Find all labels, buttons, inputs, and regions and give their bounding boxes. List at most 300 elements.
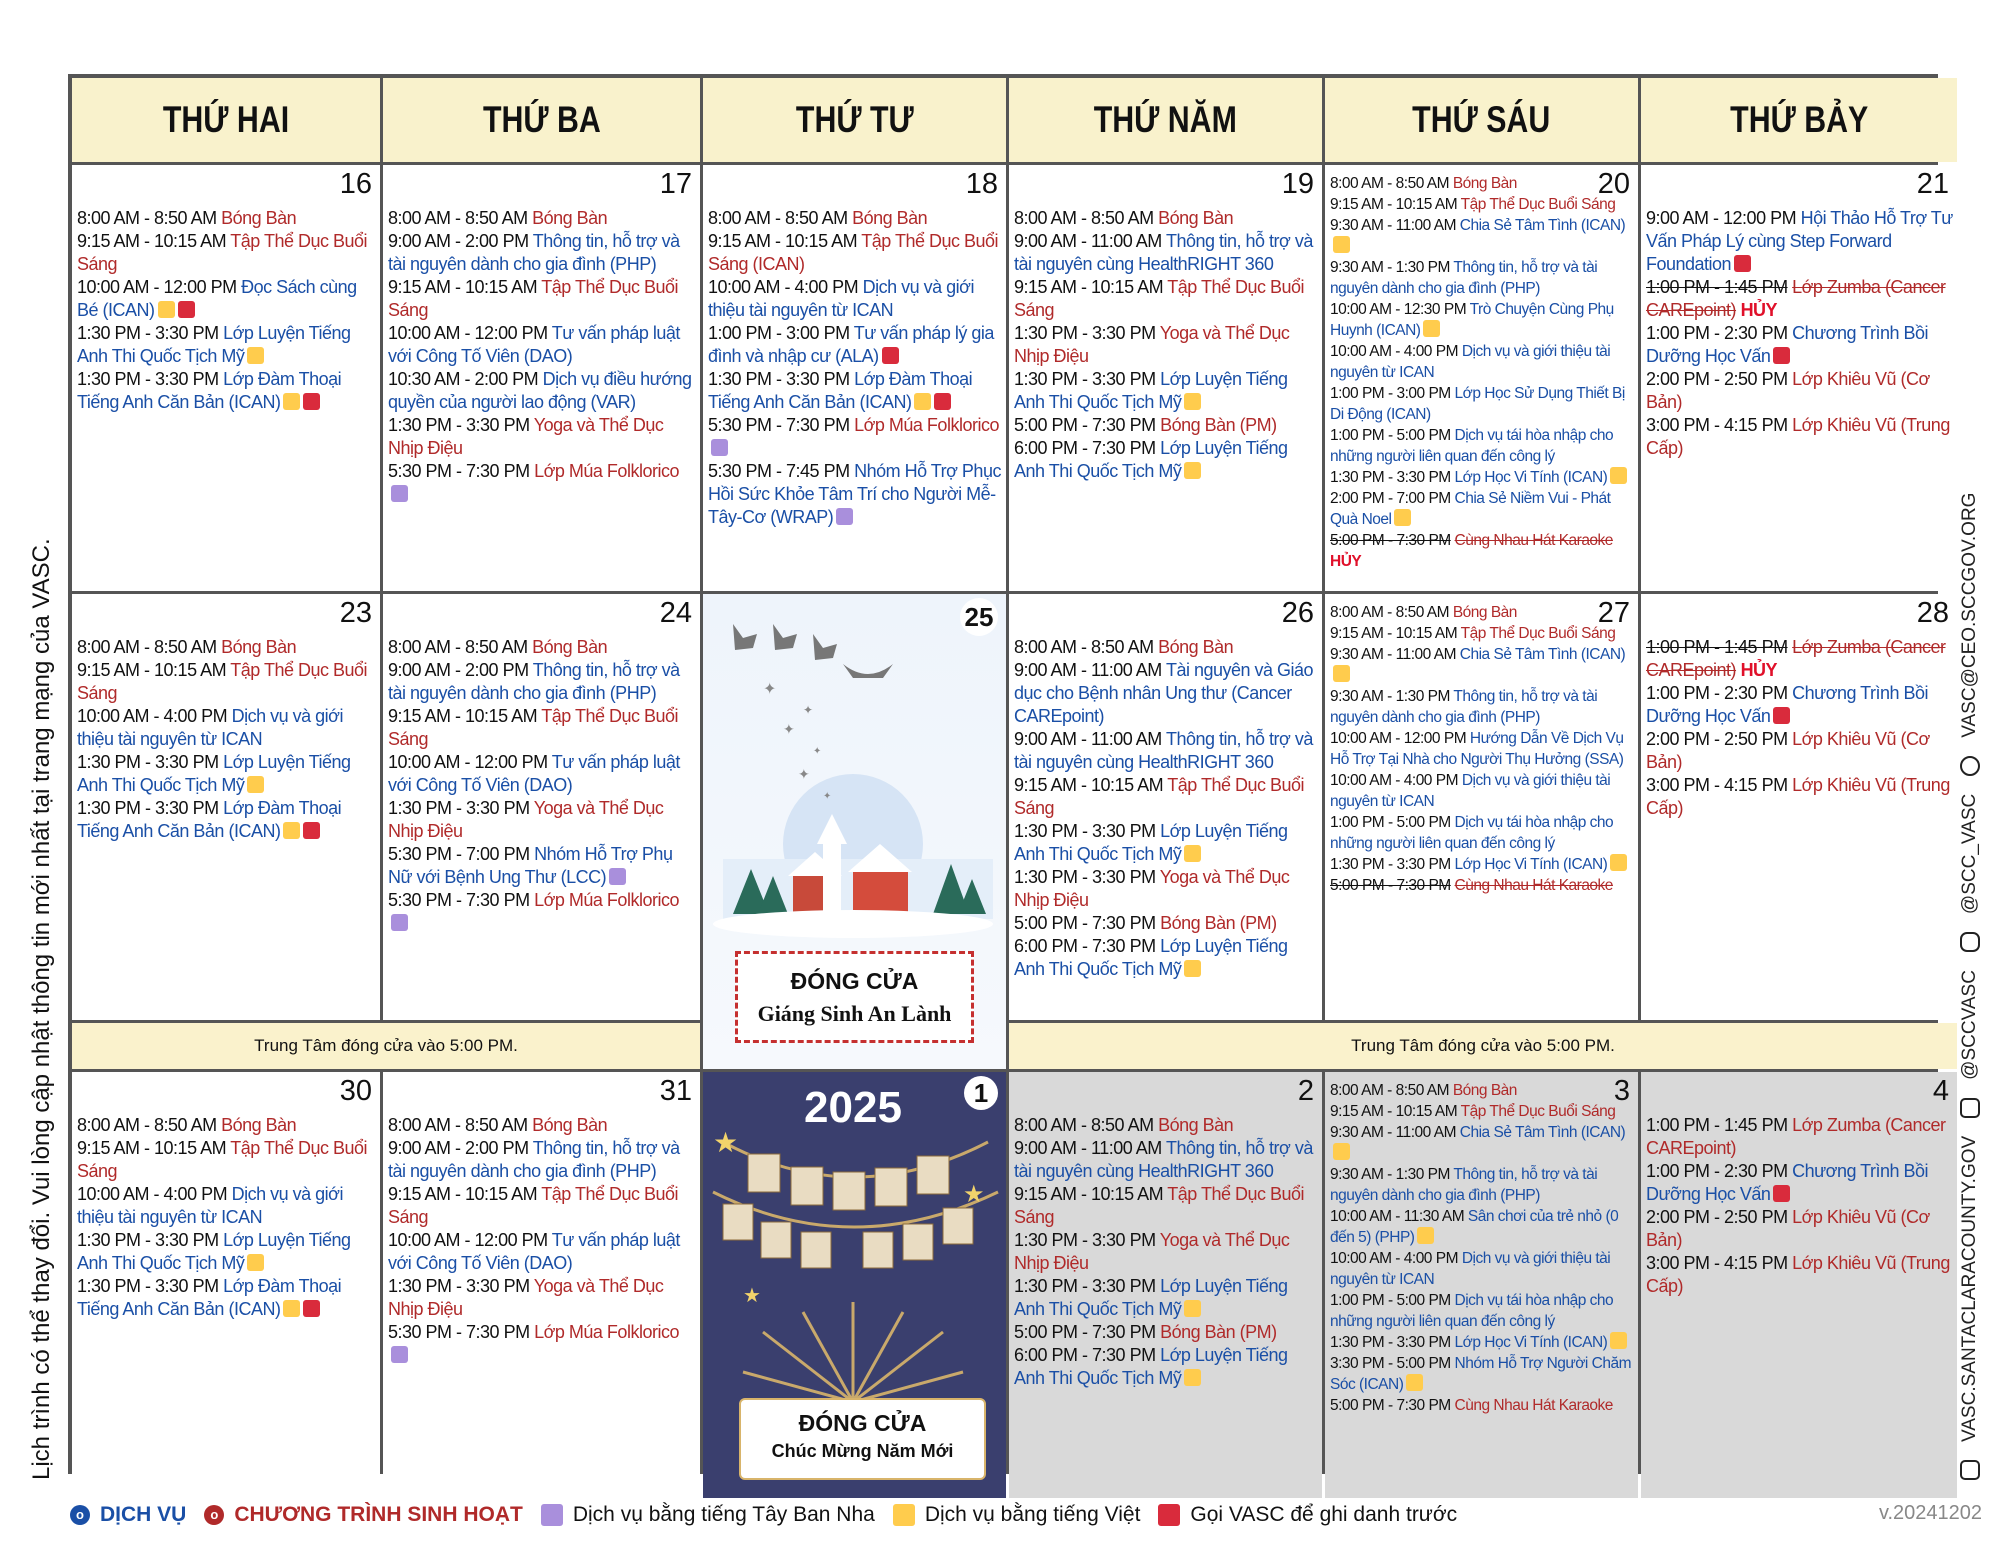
svg-text:★: ★ — [963, 1181, 985, 1208]
event-time: 9:30 AM - 1:30 PM — [1330, 259, 1450, 276]
day-number: 20 — [1597, 168, 1630, 200]
event-name: Chương Trình Bồi Dưỡng Học Vấn — [1646, 683, 1929, 726]
vietnamese-tag — [1394, 509, 1411, 526]
event-time: 9:00 AM - 11:00 AM — [1014, 231, 1162, 251]
event-item[interactable] — [77, 1229, 376, 1275]
event-name: Thông tin, hỗ trợ và tài nguyên dành cho gia đình (PHP) — [388, 1138, 680, 1181]
event-item[interactable] — [1014, 322, 1318, 368]
event-item[interactable] — [388, 368, 696, 414]
event-item[interactable] — [77, 636, 376, 659]
event-time: 1:30 PM - 3:30 PM — [77, 1230, 219, 1250]
event-item[interactable] — [1646, 1160, 1953, 1206]
event-item[interactable] — [77, 276, 376, 322]
event-time: 8:00 AM - 8:50 AM — [77, 1115, 217, 1135]
day-number: 3 — [1613, 1075, 1630, 1107]
closed-notice — [739, 1398, 986, 1480]
event-item[interactable] — [388, 636, 696, 659]
event-time: 1:00 PM - 2:30 PM — [1646, 1161, 1788, 1181]
spanish-tag — [391, 914, 408, 931]
event-name: Thông tin, hỗ trợ và tài nguyên cùng HealthRIGHT 360 — [1014, 1138, 1313, 1181]
vietnamese-tag — [1184, 845, 1201, 862]
day-cell — [1641, 165, 1957, 591]
event-time: 1:30 PM - 3:30 PM — [1330, 469, 1451, 486]
event-time: 9:15 AM - 10:15 AM — [1014, 277, 1164, 297]
event-item[interactable] — [77, 207, 376, 230]
event-item[interactable] — [388, 276, 696, 322]
event-time: 1:00 PM - 1:45 PM — [1646, 277, 1788, 297]
event-time: 10:00 AM - 4:00 PM — [77, 706, 228, 726]
event-item[interactable] — [1330, 467, 1634, 488]
event-item[interactable] — [1330, 488, 1634, 530]
event-name: Lớp Học Vi Tính (ICAN) — [1454, 856, 1608, 873]
event-item[interactable] — [708, 322, 1002, 368]
day-number: 30 — [339, 1075, 372, 1107]
event-item[interactable] — [388, 1275, 696, 1321]
event-item[interactable] — [77, 1137, 376, 1183]
event-item[interactable] — [1330, 875, 1634, 896]
event-name: Dịch vụ và giới thiệu tài nguyên từ ICAN — [77, 706, 343, 749]
day-header-cell — [72, 78, 380, 162]
event-time: 1:00 PM - 2:30 PM — [1646, 683, 1788, 703]
event-item[interactable] — [1646, 414, 1953, 460]
event-name: Bóng Bàn — [852, 208, 928, 228]
day-cell — [383, 165, 700, 591]
event-time: 10:00 AM - 4:00 PM — [1330, 1250, 1458, 1267]
event-name: Lớp Học Sử Dụng Thiết Bị Di Động (ICAN) — [1330, 385, 1625, 423]
day-number: 1 — [964, 1076, 998, 1110]
event-item[interactable] — [1014, 368, 1318, 414]
event-name: Lớp Học Vi Tính (ICAN) — [1454, 1334, 1608, 1351]
event-item[interactable] — [1646, 368, 1953, 414]
call-to-register-tag — [303, 1300, 320, 1317]
event-name: Yoga và Thể Dục Nhịp Điệu — [1014, 323, 1290, 366]
event-time: 2:00 PM - 7:00 PM — [1330, 490, 1451, 507]
event-item[interactable] — [1330, 1122, 1634, 1164]
event-item[interactable] — [1330, 383, 1634, 425]
event-item[interactable] — [1014, 935, 1318, 981]
event-time: 10:00 AM - 12:00 PM — [1330, 730, 1467, 747]
event-item[interactable] — [388, 1137, 696, 1183]
vietnamese-tag — [1610, 467, 1627, 484]
event-item[interactable] — [1330, 257, 1634, 299]
event-item[interactable] — [1330, 215, 1634, 257]
event-item[interactable] — [388, 705, 696, 751]
event-time: 5:00 PM - 7:30 PM — [1014, 415, 1156, 435]
event-item[interactable] — [708, 460, 1002, 529]
day-header: THỨ HAI — [162, 99, 290, 140]
event-item[interactable] — [388, 230, 696, 276]
event-time: 9:15 AM - 10:15 AM — [1330, 196, 1458, 213]
event-time: 2:00 PM - 2:50 PM — [1646, 1207, 1788, 1227]
day-cell — [72, 1072, 380, 1498]
event-name: Sân chơi của trẻ nhỏ (0 đến 5) (PHP) — [1330, 1208, 1619, 1246]
event-item[interactable] — [388, 797, 696, 843]
day-cell — [1009, 165, 1322, 591]
vietnamese-tag — [247, 1254, 264, 1271]
early-close-band: Trung Tâm đóng cửa vào 5:00 PM. — [72, 1023, 700, 1069]
event-name: Dịch vụ và giới thiệu tài nguyên từ ICAN — [1330, 1250, 1611, 1288]
day-number: 17 — [659, 168, 692, 200]
event-name: Cùng Nhau Hát Karaoke — [1454, 877, 1613, 894]
event-item[interactable] — [388, 1321, 696, 1367]
closed-title: ĐÓNG CỬA — [798, 1410, 927, 1436]
day-number: 23 — [339, 597, 372, 629]
day-cell — [1009, 1072, 1322, 1498]
event-name: Dịch vụ và giới thiệu tài nguyên từ ICAN — [708, 277, 974, 320]
vietnamese-tag — [1184, 960, 1201, 977]
event-name: Chia Sẻ Tâm Tình (ICAN) — [1459, 217, 1626, 234]
event-time: 1:00 PM - 1:45 PM — [1646, 1115, 1788, 1135]
event-name: Thông tin, hỗ trợ và tài nguyên dành cho gia đình (PHP) — [1330, 688, 1598, 726]
event-item[interactable] — [1330, 173, 1634, 194]
event-item[interactable] — [77, 1114, 376, 1137]
vietnamese-tag — [158, 301, 175, 318]
event-time: 3:00 PM - 4:15 PM — [1646, 775, 1788, 795]
event-time: 1:30 PM - 3:30 PM — [77, 323, 219, 343]
event-item[interactable] — [388, 1229, 696, 1275]
event-item[interactable] — [388, 414, 696, 460]
event-item[interactable] — [1330, 644, 1634, 686]
event-time: 8:00 AM - 8:50 AM — [1014, 208, 1154, 228]
event-item[interactable] — [1330, 1248, 1634, 1290]
event-name: Tập Thể Dục Buổi Sáng — [77, 1138, 368, 1181]
event-item[interactable] — [1014, 820, 1318, 866]
event-item[interactable] — [1330, 341, 1634, 383]
event-time: 9:15 AM - 10:15 AM — [1014, 1184, 1164, 1204]
event-name: Bóng Bàn — [1158, 1115, 1234, 1135]
event-item[interactable] — [1014, 659, 1318, 728]
cancelled-label: HỦY — [1740, 660, 1778, 680]
event-name: Lớp Luyện Tiếng Anh Thi Quốc Tịch Mỹ — [1014, 1276, 1288, 1319]
day-cell — [1009, 594, 1322, 1020]
event-time: 5:30 PM - 7:30 PM — [388, 890, 530, 910]
event-item[interactable] — [388, 889, 696, 935]
event-item[interactable] — [1330, 194, 1634, 215]
schedule-change-note: Lịch trình có thể thay đổi. Vui lòng cập nhật thông tin mới nhất tại trang mạng của VASC. — [28, 538, 55, 1480]
event-name: Thông tin, hỗ trợ và tài nguyên dành cho gia đình (PHP) — [388, 660, 680, 703]
day-header: THỨ BA — [482, 99, 601, 140]
email-address[interactable]: VASC@CEO.SCCGOV.ORG — [1959, 492, 1980, 738]
event-item[interactable] — [388, 322, 696, 368]
call-to-register-tag — [178, 301, 195, 318]
event-item[interactable] — [1330, 530, 1634, 572]
event-time: 8:00 AM - 8:50 AM — [1330, 604, 1450, 621]
event-name: Lớp Zumba (Cancer CAREpoint) — [1646, 277, 1946, 320]
event-time: 10:00 AM - 4:00 PM — [77, 1184, 228, 1204]
event-item[interactable] — [1014, 414, 1318, 437]
event-time: 10:00 AM - 4:00 PM — [1330, 343, 1458, 360]
event-item[interactable] — [1014, 1275, 1318, 1321]
event-item[interactable] — [1646, 682, 1953, 728]
event-item[interactable] — [388, 751, 696, 797]
day-number: 16 — [339, 168, 372, 200]
event-item[interactable] — [388, 1114, 696, 1137]
event-time: 8:00 AM - 8:50 AM — [1014, 1115, 1154, 1135]
instagram-handle[interactable]: @SCC_VASC — [1959, 793, 1980, 915]
event-time: 8:00 AM - 8:50 AM — [388, 1115, 528, 1135]
event-time: 9:00 AM - 11:00 AM — [1014, 729, 1162, 749]
event-item[interactable] — [77, 322, 376, 368]
event-item[interactable] — [1330, 623, 1634, 644]
event-item[interactable] — [1330, 1164, 1634, 1206]
event-item[interactable] — [1330, 1080, 1634, 1101]
event-name: Nhóm Hỗ Trợ Phụ Nữ với Bệnh Ung Thư (LCC) — [388, 844, 673, 887]
facebook-handle[interactable]: @SCCVASC — [1959, 970, 1980, 1080]
day-number: 27 — [1597, 597, 1630, 629]
event-item[interactable] — [1014, 1321, 1318, 1344]
event-name: Cùng Nhau Hát Karaoke — [1454, 532, 1613, 549]
event-name: Bóng Bàn — [221, 637, 297, 657]
event-time: 9:30 AM - 1:30 PM — [1330, 1166, 1450, 1183]
event-item[interactable] — [1330, 1206, 1634, 1248]
event-name: Lớp Khiêu Vũ (Cơ Bản) — [1646, 369, 1930, 412]
closed-title: ĐÓNG CỬA — [790, 968, 919, 994]
day-header-cell — [1641, 78, 1957, 162]
event-time: 9:15 AM - 10:15 AM — [708, 231, 858, 251]
event-name: Lớp Khiêu Vũ (Trung Cấp) — [1646, 1253, 1950, 1296]
event-name: Chương Trình Bồi Dưỡng Học Vấn — [1646, 1161, 1929, 1204]
event-item[interactable] — [77, 368, 376, 414]
email-icon — [1960, 756, 1980, 776]
event-item[interactable] — [1014, 1344, 1318, 1390]
event-time: 1:00 PM - 1:45 PM — [1646, 637, 1788, 657]
event-item[interactable] — [1330, 728, 1634, 770]
event-item[interactable] — [1330, 425, 1634, 467]
call-swatch — [1158, 1504, 1180, 1526]
event-time: 8:00 AM - 8:50 AM — [388, 637, 528, 657]
event-item[interactable] — [1014, 1229, 1318, 1275]
event-item[interactable] — [1330, 812, 1634, 854]
event-item[interactable] — [1646, 1252, 1953, 1298]
event-name: Bóng Bàn — [1452, 604, 1517, 621]
event-item[interactable] — [388, 460, 696, 506]
event-name: Thông tin, hỗ trợ và tài nguyên cùng HealthRIGHT 360 — [1014, 729, 1313, 772]
event-item[interactable] — [77, 797, 376, 843]
event-item[interactable] — [1646, 1206, 1953, 1252]
day-header-cell — [1325, 78, 1638, 162]
event-item[interactable] — [1014, 207, 1318, 230]
event-time: 1:30 PM - 3:30 PM — [77, 752, 219, 772]
event-name: Nhóm Hỗ Trợ Phục Hồi Sức Khỏe Tâm Trí cho Người Mễ-Tây-Cơ (WRAP) — [708, 461, 1001, 527]
svg-text:★: ★ — [743, 1285, 761, 1307]
event-name: Tập Thể Dục Buổi Sáng — [77, 660, 368, 703]
vietnamese-tag — [1423, 320, 1440, 337]
day-header-cell — [383, 78, 700, 162]
event-time: 9:15 AM - 10:15 AM — [77, 1138, 227, 1158]
event-item[interactable] — [77, 659, 376, 705]
day-cell — [1325, 165, 1638, 591]
event-name: Bóng Bàn — [221, 1115, 297, 1135]
vietnamese-tag — [1333, 665, 1350, 682]
closed-notice — [735, 951, 974, 1043]
event-item[interactable] — [388, 1183, 696, 1229]
event-time: 10:30 AM - 2:00 PM — [388, 369, 539, 389]
event-name: Lớp Đàm Thoại Tiếng Anh Căn Bản (ICAN) — [77, 798, 342, 841]
event-name: Tập Thể Dục Buổi Sáng — [1014, 1184, 1305, 1227]
event-item[interactable] — [1330, 1332, 1634, 1353]
event-item[interactable] — [1014, 1137, 1318, 1183]
event-time: 5:30 PM - 7:30 PM — [388, 461, 530, 481]
event-time: 1:30 PM - 3:30 PM — [1014, 821, 1156, 841]
call-to-register-tag — [303, 393, 320, 410]
vietnamese-tag — [283, 393, 300, 410]
event-item[interactable] — [1014, 728, 1318, 774]
event-item[interactable] — [77, 1275, 376, 1321]
day-cell — [383, 594, 700, 1020]
event-item[interactable] — [1330, 1101, 1634, 1122]
version-label: v.20241202 — [1878, 1502, 1982, 1524]
event-item[interactable] — [1330, 854, 1634, 875]
event-time: 9:30 AM - 11:00 AM — [1330, 217, 1456, 234]
event-item[interactable] — [1330, 1395, 1634, 1416]
event-item[interactable] — [388, 843, 696, 889]
spanish-tag — [711, 439, 728, 456]
legend-spanish: Dịch vụ bằng tiếng Tây Ban Nha — [572, 1503, 875, 1526]
event-name: Yoga và Thể Dục Nhịp Điệu — [388, 415, 664, 458]
legend-activity: CHƯƠNG TRÌNH SINH HOẠT — [234, 1503, 523, 1526]
event-item[interactable] — [708, 368, 1002, 414]
day-header: THỨ BẢY — [1729, 99, 1869, 140]
event-item[interactable] — [1330, 602, 1634, 623]
day-header-cell — [1009, 78, 1322, 162]
day-number: 18 — [965, 168, 998, 200]
event-item[interactable] — [77, 705, 376, 751]
event-item[interactable] — [77, 751, 376, 797]
svg-text:✦: ✦ — [798, 766, 810, 782]
vietnamese-tag — [247, 776, 264, 793]
event-name: Lớp Luyện Tiếng Anh Thi Quốc Tịch Mỹ — [1014, 821, 1288, 864]
event-item[interactable] — [1014, 912, 1318, 935]
vietnamese-tag — [1333, 1143, 1350, 1160]
event-time: 3:00 PM - 4:15 PM — [1646, 415, 1788, 435]
event-name: Bóng Bàn (PM) — [1160, 415, 1277, 435]
event-name: Lớp Khiêu Vũ (Cơ Bản) — [1646, 1207, 1930, 1250]
event-item[interactable] — [708, 207, 1002, 230]
event-item[interactable] — [1014, 866, 1318, 912]
event-item[interactable] — [708, 414, 1002, 460]
event-name: Lớp Luyện Tiếng Anh Thi Quốc Tịch Mỹ — [1014, 438, 1288, 481]
event-name: Tập Thể Dục Buổi Sáng — [1014, 775, 1305, 818]
event-item[interactable] — [1646, 728, 1953, 774]
event-time: 2:00 PM - 2:50 PM — [1646, 369, 1788, 389]
event-time: 9:30 AM - 1:30 PM — [1330, 688, 1450, 705]
event-item[interactable] — [1330, 299, 1634, 341]
event-name: Lớp Múa Folklorico — [534, 1322, 679, 1342]
closed-christmas-cell — [703, 594, 1006, 1069]
event-time: 1:30 PM - 3:30 PM — [1330, 856, 1451, 873]
day-cell — [1325, 1072, 1638, 1498]
day-number: 25 — [960, 598, 998, 636]
event-time: 9:15 AM - 10:15 AM — [388, 1184, 538, 1204]
event-time: 9:30 AM - 11:00 AM — [1330, 646, 1456, 663]
event-name: Lớp Luyện Tiếng Anh Thi Quốc Tịch Mỹ — [1014, 1345, 1288, 1388]
event-item[interactable] — [1014, 276, 1318, 322]
day-cell — [383, 1072, 700, 1498]
event-item[interactable] — [1014, 1183, 1318, 1229]
event-time: 8:00 AM - 8:50 AM — [1330, 175, 1450, 192]
event-item[interactable] — [1646, 774, 1953, 820]
event-time: 9:00 AM - 2:00 PM — [388, 231, 529, 251]
event-item[interactable] — [1646, 207, 1953, 276]
event-item[interactable] — [708, 230, 1002, 276]
event-time: 9:15 AM - 10:15 AM — [1014, 775, 1164, 795]
event-name: Tập Thể Dục Buổi Sáng — [1460, 196, 1616, 213]
day-cell — [1641, 1072, 1957, 1498]
event-item[interactable] — [77, 230, 376, 276]
event-time: 5:30 PM - 7:30 PM — [708, 415, 850, 435]
event-name: Bóng Bàn — [532, 637, 608, 657]
svg-text:✦: ✦ — [823, 791, 832, 802]
event-time: 1:30 PM - 3:30 PM — [1014, 867, 1156, 887]
event-item[interactable] — [388, 659, 696, 705]
event-item[interactable] — [1014, 636, 1318, 659]
spanish-tag — [836, 508, 853, 525]
event-item[interactable] — [1330, 686, 1634, 728]
event-item[interactable] — [1646, 1114, 1953, 1160]
event-item[interactable] — [1646, 636, 1953, 682]
vietnamese-tag — [1406, 1374, 1423, 1391]
event-time: 5:00 PM - 7:30 PM — [1330, 877, 1451, 894]
event-item[interactable] — [1014, 437, 1318, 483]
call-to-register-tag — [1734, 255, 1751, 272]
event-name: Yoga và Thể Dục Nhịp Điệu — [388, 1276, 664, 1319]
event-name: Tập Thể Dục Buổi Sáng (ICAN) — [708, 231, 999, 274]
event-name: Lớp Đàm Thoại Tiếng Anh Căn Bản (ICAN) — [708, 369, 973, 412]
event-time: 1:30 PM - 3:30 PM — [1330, 1334, 1451, 1351]
event-time: 8:00 AM - 8:50 AM — [388, 208, 528, 228]
spanish-tag — [609, 868, 626, 885]
event-name: Lớp Khiêu Vũ (Trung Cấp) — [1646, 775, 1950, 818]
event-name: Thông tin, hỗ trợ và tài nguyên dành cho gia đình (PHP) — [388, 231, 680, 274]
event-time: 1:30 PM - 3:30 PM — [77, 1276, 219, 1296]
website-text[interactable]: VASC.SANTACLARACOUNTY.GOV — [1959, 1135, 1980, 1442]
event-name: Bóng Bàn — [1452, 175, 1517, 192]
call-to-register-tag — [1773, 1185, 1790, 1202]
event-time: 1:30 PM - 3:30 PM — [1014, 1230, 1156, 1250]
event-item[interactable] — [1646, 276, 1953, 322]
event-item[interactable] — [1330, 1353, 1634, 1395]
event-item[interactable] — [1330, 770, 1634, 812]
event-time: 1:30 PM - 3:30 PM — [77, 798, 219, 818]
event-item[interactable] — [1330, 1290, 1634, 1332]
event-item[interactable] — [1014, 230, 1318, 276]
event-name: Dịch vụ và giới thiệu tài nguyên từ ICAN — [1330, 772, 1611, 810]
event-item[interactable] — [388, 207, 696, 230]
day-header: THỨ SÁU — [1412, 99, 1551, 140]
event-time: 1:30 PM - 3:30 PM — [388, 415, 530, 435]
event-item[interactable] — [77, 1183, 376, 1229]
event-time: 10:00 AM - 12:00 PM — [388, 752, 548, 772]
event-item[interactable] — [1014, 1114, 1318, 1137]
event-name: Yoga và Thể Dục Nhịp Điệu — [388, 798, 664, 841]
event-time: 10:00 AM - 4:00 PM — [708, 277, 859, 297]
event-time: 5:00 PM - 7:30 PM — [1014, 913, 1156, 933]
day-number: 24 — [659, 597, 692, 629]
event-time: 1:00 PM - 5:00 PM — [1330, 427, 1451, 444]
event-time: 1:30 PM - 3:30 PM — [77, 369, 219, 389]
year-text: 2025 — [804, 1083, 902, 1132]
vietnamese-tag — [1184, 462, 1201, 479]
svg-text:★: ★ — [713, 1127, 739, 1158]
svg-text:✦: ✦ — [803, 703, 814, 717]
event-name: Yoga và Thể Dục Nhịp Điệu — [1014, 867, 1290, 910]
event-name: Đọc Sách cùng Bé (ICAN) — [77, 277, 357, 320]
event-item[interactable] — [708, 276, 1002, 322]
event-name: Bóng Bàn (PM) — [1160, 913, 1277, 933]
event-item[interactable] — [1646, 322, 1953, 368]
event-name: Thông tin, hỗ trợ và tài nguyên dành cho gia đình (PHP) — [1330, 259, 1598, 297]
event-item[interactable] — [1014, 774, 1318, 820]
